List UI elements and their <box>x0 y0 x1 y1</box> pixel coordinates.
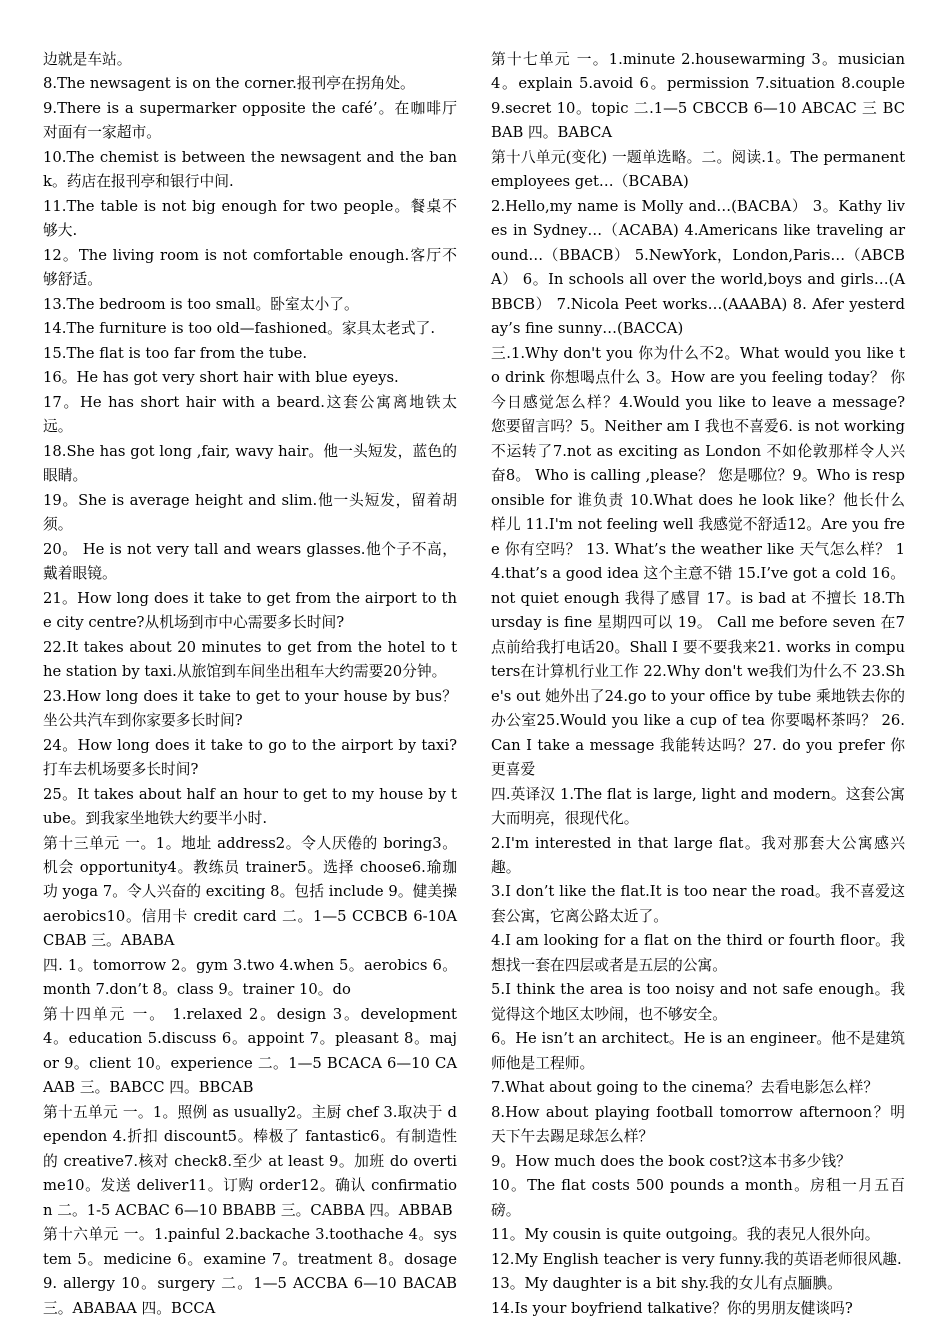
paragraph: 24。How long does it take to go to the airport by taxi?打车去机场要多长时间? <box>43 736 457 779</box>
paragraph: 四. 1。tomorrow 2。gym 3.two 4.when 5。aerobics 6。month 7.don’t 8。class 9。trainer 10。do <box>43 956 457 999</box>
paragraph: 23.How long does it take to get to your house by bus？坐公共汽车到你家要多长时间? <box>43 687 457 730</box>
paragraph: 16。He has got very short hair with blue eyeys. <box>43 369 399 387</box>
paragraph: 19。She is average height and slim.他一头短发，留着胡须。 <box>43 491 457 534</box>
paragraph: 11。My cousin is quite outgoing。我的表兄人很外向。 <box>491 1226 880 1244</box>
paragraph: 25。It takes about half an hour to get to my house by tube。到我家坐地铁大约要半小时. <box>43 785 457 828</box>
paragraph: 3.I don’t like the flat.It is too near the road。我不喜爱这套公寓，它离公路太近了。 <box>491 883 905 925</box>
paragraph: 4.I am looking for a flat on the third or fourth floor。我想找一套在四层或者是五层的公寓。 <box>491 932 905 974</box>
paragraph: 第十四单元 一。 1.relaxed 2。design 3。development 4。education 5.discuss 6。appoint 7。pleasant 8。major 9。client 10。experience 二。1—5 BCACA 6—10 CAAAB 三。BABCC 四。BBCAB <box>43 1005 457 1097</box>
paragraph: 13.The bedroom is too small。卧室太小了。 <box>43 295 359 313</box>
paragraph: 17。He has short hair with a beard.这套公寓离地铁太远。 <box>43 393 457 436</box>
paragraph: 第十六单元 一。1.painful 2.backache 3.toothache 4。system 5。medicine 6。examine 7。treatment 8。dosage 9. allergy 10。surgery 二。1—5 ACCBA 6—10 BACAB 三。ABABAA 四。BCCA <box>43 1226 457 1317</box>
paragraph: 13。My daughter is a bit shy.我的女儿有点腼腆。 <box>491 1275 842 1293</box>
paragraph: 11.The table is not big enough for two people。餐桌不够大. <box>43 197 457 240</box>
paragraph: 20。 He is not very tall and wears glasses.他个子不高，戴着眼镜。 <box>43 540 457 583</box>
paragraph: 12。The living room is not comfortable enough.客厅不够舒适。 <box>43 246 457 289</box>
paragraph: 10.The chemist is between the newsagent and the bank。药店在报刊亭和银行中间. <box>43 148 457 191</box>
paragraph: 14.The furniture is too old—fashioned。家具太老式了. <box>43 320 436 338</box>
left-column <box>43 48 457 1321</box>
paragraph: 边就是车站。 <box>43 51 132 68</box>
paragraph: 14.Is your boyfriend talkative？你的男朋友健谈吗? <box>491 1299 853 1317</box>
paragraph: 21。How long does it take to get from the airport to the city centre?从机场到市中心需要多长时间? <box>43 589 457 632</box>
paragraph: 第十八单元(变化) 一题单选略。二。阅读.1。The permanent employees get…（BCABA) <box>491 148 905 191</box>
right-column <box>491 48 905 1321</box>
paragraph: 2.I'm interested in that large flat。我对那套大公寓感兴趣。 <box>491 834 905 876</box>
paragraph: 三.1.Why don't you 你为什么不2。What would you like to drink 你想喝点什么 3。How are you feeling today？ 你今日感觉怎么样？4.Would you like to leave a message? 您要留言吗？5。Neither am I 我也不喜爱6. is not working 不运转了7.not as exciting as London 不如伦敦那样令人兴奋8。 Who is calling ,please？ 您是哪位？9。Who is responsible for 谁负责 10.What does he look like？他长什么样儿 11.I'm not feeling well 我感觉不舒适12。Are you free 你有空吗？ 13. What’s the weather like 天气怎么样？ 14.that’s a good idea 这个主意不错 15.I’ve got a cold 16。not quiet enough 我得了感冒 17。is bad at 不擅长 18.Thursday is fine 星期四可以 19。 Call me before seven 在7点前给我打电话20。Shall I 要不要我来21. works in computers在计算机行业工作 22.Why don't we我们为什么不 23.She's out 她外出了24.go to your office by tube 乘地铁去你的办公室25.Would you like a cup of tea 你要喝杯茶吗？ 26.Can I take a message 我能转达吗？27. do you prefer 你更喜爱 <box>491 344 905 779</box>
paragraph: 第十七单元 一。1.minute 2.housewarming 3。musician 4。explain 5.avoid 6。permission 7.situation 8.couple 9.secret 10。topic 二.1—5 CBCCB 6—10 ABCAC 三 BCBAB 四。BABCA <box>491 51 905 142</box>
paragraph: 12.My English teacher is very funny.我的英语老师很风趣. <box>491 1250 902 1268</box>
paragraph: 2.Hello,my name is Molly and…(BACBA） 3。Kathy lives in Sydney…（ACABA) 4.Americans like traveling around…（BBACB） 5.NewYork，London,Paris…（ABCBA） 6。In schools all over the world,boys and girls…(ABBCB） 7.Nicola Peet works…(AAABA) 8. Afer yesterday’s fine sunny…(BACCA) <box>491 197 905 338</box>
paragraph: 15.The flat is too far from the tube. <box>43 344 308 362</box>
paragraph: 第十五单元 一。1。照例 as usually2。主厨 chef 3.取决于 dependon 4.折扣 discount5。棒极了 fantastic6。有制造性的 creative7.核对 check8.至少 at least 9。加班 do overtime10。发送 deliver11。订购 order12。确认 confirmation 二。1-5 ACBAC 6—10 BBABB 三。CABBA 四。ABBAB <box>43 1103 457 1219</box>
paragraph: 第十三单元 一。1。地址 address2。令人厌倦的 boring3。机会 opportunity4。教练员 trainer5。选择 choose6.瑜珈功 yoga 7。令人兴奋的 exciting 8。包括 include 9。健美操 aerobics10。信用卡 credit card 二。1—5 CCBCB 6-10ACBAB 三。ABABA <box>43 834 457 950</box>
paragraph: 6。He isn’t an architect。He is an engineer。他不是建筑师他是工程师。 <box>491 1030 905 1072</box>
paragraph: 18.She has got long ,fair, wavy hair。他一头短发，蓝色的眼睛。 <box>43 442 457 485</box>
paragraph: 8.The newsagent is on the corner.报刊亭在拐角处。 <box>43 75 415 93</box>
paragraph: 22.It takes about 20 minutes to get from the hotel to the station by taxi.从旅馆到车间坐出租车大约需要20分钟。 <box>43 638 457 681</box>
paragraph: 10。The flat costs 500 pounds a month。房租一月五百磅。 <box>491 1177 905 1219</box>
paragraph: 5.I think the area is too noisy and not safe enough。我觉得这个地区太吵闹，也不够安全。 <box>491 981 905 1023</box>
paragraph: 7.What about going to the cinema？去看电影怎么样？ <box>491 1079 879 1097</box>
paragraph: 8.How about playing football tomorrow afternoon？明天下午去踢足球怎么样？ <box>491 1103 905 1146</box>
paragraph: 四.英译汉 1.The flat is large, light and modern。这套公寓大而明亮，很现代化。 <box>491 785 905 828</box>
paragraph: 9。How much does the book cost?这本书多少钱？ <box>491 1152 851 1170</box>
paragraph: 9.There is a supermarker opposite the café’。在咖啡厅对面有一家超市。 <box>43 99 457 142</box>
